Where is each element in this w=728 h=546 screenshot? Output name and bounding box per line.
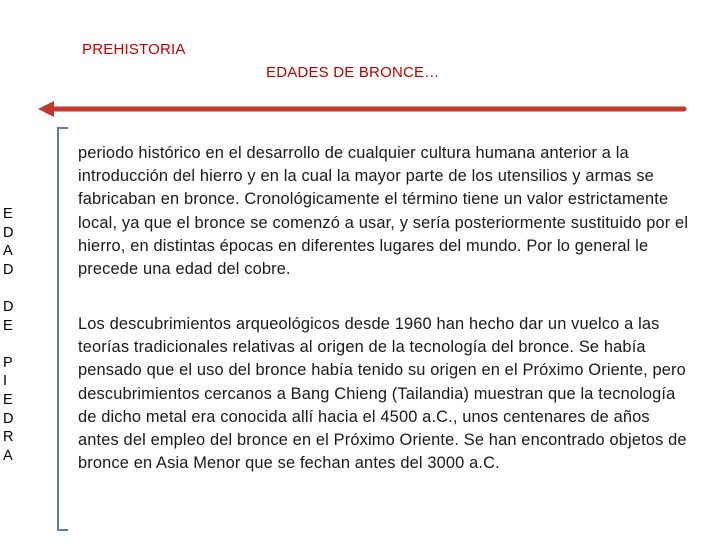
vertical-letter: A (3, 243, 13, 260)
page-title: EDADES DE BRONCE… (266, 64, 440, 81)
vertical-letter: D (3, 224, 14, 241)
vertical-letter (3, 279, 21, 298)
vertical-letter: R (3, 429, 14, 446)
vertical-letter: D (3, 261, 14, 278)
discoveries-paragraph: Los descubrimientos arqueológicos desde 1960 han hecho dar un vuelco a las teorías tradicionales relativas al origen de la tecnología del bronce. Se había pensado que el uso del bronce había tenido su origen en el Próximo Oriente, pero descubrimientos cercanos a Bang Chieng (Tailandia) muestran que la tecnología de dicho metal era conocida allí hacia el 4500 a.C., unos centenares de años antes del empleo del bronce en el Próximo Oriente. Se han encontrado objetos de bronce en Asia Menor que se fechan antes del 3000 a.C. (78, 315, 687, 473)
section-label: PREHISTORIA (82, 41, 186, 58)
vertical-letter: D (3, 298, 14, 315)
vertical-letter: P (3, 354, 13, 371)
timeline-arrow-icon (36, 98, 688, 120)
vertical-letter: D (3, 410, 14, 427)
vertical-label (3, 205, 21, 465)
vertical-letter: I (3, 373, 8, 390)
vertical-letter: A (3, 447, 13, 464)
vertical-letter: E (3, 391, 13, 408)
vertical-letter: E (3, 206, 13, 222)
bracket-divider (50, 126, 70, 534)
vertical-letter (3, 335, 21, 354)
vertical-letter: E (3, 317, 13, 334)
definition-paragraph: periodo histórico en el desarrollo de cualquier cultura humana anterior a la introducción del hierro y en la cual la mayor parte de los utensilios y armas se fabricaban en bronce. Cronológicamente el término tiene un valor estrictamente local, ya que el bronce se comenzó a usar, y sería posteriormente sustituido por el hierro, en distintas épocas en diferentes lugares del mundo. Por lo general le precede una edad del cobre. (78, 144, 689, 279)
